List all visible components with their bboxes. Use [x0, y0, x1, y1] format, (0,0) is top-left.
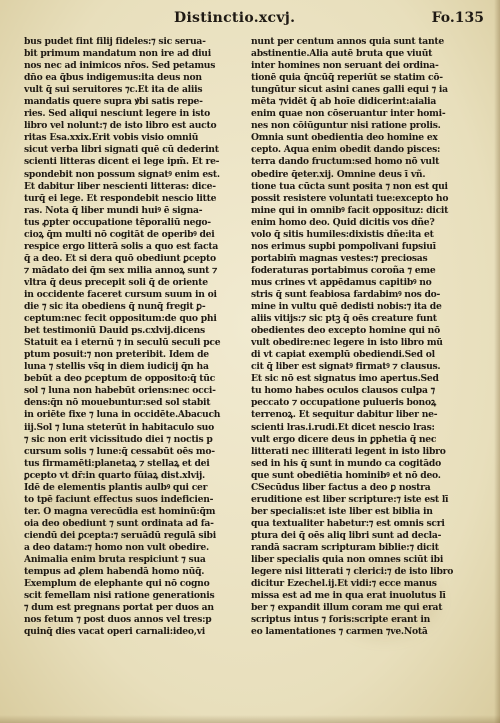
- text-line: sol ⁊ luna non habebūt oriens:nec occi-: [24, 385, 216, 397]
- text-line: die ⁊ sic ita obediens q̄ nunq̄ fregit ꝑ-: [24, 301, 206, 313]
- text-line: bet testimoniū Dauid ps.cxlvij.dicens: [24, 325, 205, 337]
- text-line: a deo datam:⁊ homo non vult obedire.: [24, 541, 209, 553]
- folio-number: Fo.135: [431, 10, 484, 26]
- text-line: cit q̄ liber est signatꝰ firmatꝰ ⁊ clausus.: [251, 361, 441, 373]
- text-line: ber specialis:et iste liber est biblia in: [251, 505, 433, 517]
- text-line: ptura dei q̄ oēs aliq libri sunt ad decla-: [251, 529, 442, 541]
- text-line: terrenoꝝ. Et sequitur dabitur liber ne-: [251, 409, 438, 421]
- text-line: vltra q̄ deus precepit soli q̄ de oriente: [24, 276, 208, 288]
- text-line: cioꝝ q̄m multi nō cogitāt de operibꝰ dei: [24, 228, 215, 240]
- scan-shadow-right: [494, 0, 500, 723]
- text-line: ⁊ dum est pregnans portat per duos an: [24, 602, 214, 614]
- text-line: tus ꝓpter occupatione tēporaliū nego-: [24, 216, 211, 228]
- text-line: ber ⁊ expandit illum coram me qui erat: [251, 602, 443, 614]
- text-line: nes non cōiūguntur nisi ratione prolis.: [251, 120, 441, 132]
- text-line: vult ergo dicere deus in ꝑphetia q̄ nec: [251, 433, 437, 445]
- text-line: enim homo deo. Quid dicitis vos dñe?: [251, 216, 435, 228]
- text-line: vult q̄ sui seruitores ⁊c.Et ita de aliis: [24, 84, 203, 96]
- text-line: Et sic nō est signatus imo apertus.Sed: [251, 373, 439, 385]
- text-line: tionē quia q̄ncūq̄ reperiūt se statim cō-: [251, 72, 443, 84]
- text-line: enim quae non cōseruantur inter homi-: [251, 108, 446, 120]
- text-line: aliis vitijs:⁊ sic ptꝫ q̄ oēs creature funt: [251, 313, 437, 325]
- text-line: nos nec ad inimicos nr̄os. Sed petamus: [24, 60, 216, 72]
- text-line: in oriēte fixe ⁊ luna in occidēte.Abacuch: [24, 409, 221, 421]
- text-line: nunt per centum annos quia sunt tante: [251, 36, 445, 47]
- text-line: ceptum:nec fecit oppositum:de quo phi: [24, 313, 217, 325]
- text-line: volo q̄ sitis humiles:dixistis dñe:ita et: [251, 228, 434, 240]
- text-line: di vt capiat exemplū obediendi.Sed ol: [251, 349, 435, 361]
- text-line: ritas Esa.xxix.Erit vobis visio omniū: [24, 132, 199, 144]
- text-line: luna ⁊ stellis vs̄q in diem iudicij q̄n ha: [24, 361, 209, 373]
- text-line: respice ergo litterā solis a quo est facta: [24, 240, 219, 252]
- text-line: ⁊ sic non erit vicissitudo diei ⁊ noctis p: [24, 433, 213, 445]
- text-line: legere nisi litterati ⁊ clerici:⁊ de isto libro: [251, 566, 454, 578]
- text-line: obedire q̄eter.xij. Omnine deus ī vñ.: [251, 168, 426, 180]
- text-line: mus crines vt appēdamus capitibꝰ no: [251, 276, 432, 288]
- text-line: bus pudet fint filij fideles:⁊ sic serua-: [24, 36, 206, 47]
- text-line: stris q̄ sunt feabiosa fardabimꝰ nos do-: [251, 288, 441, 300]
- text-line: tus firmamēti:planetaꝝ ⁊ stellaꝝ et dei: [24, 457, 210, 469]
- text-line: in occidente faceret cursum suum in oi: [24, 288, 217, 300]
- running-title: Distinctio.xcvj.: [174, 10, 296, 26]
- text-line: ptum posuit:⁊ non preteribit. Idem de: [24, 349, 209, 361]
- text-line: tione tua cūcta sunt posita ⁊ non est qui: [251, 180, 448, 192]
- text-line: nos fetum ⁊ post duos annos vel tres:p: [24, 614, 212, 626]
- text-line: Exemplum de elephante qui nō cogno: [24, 578, 210, 590]
- text-line: mine qui in omnibꝰ facit opposituz: dicit: [251, 204, 449, 216]
- text-line: iij.Sol ⁊ luna steterūt in habitaculo suo: [24, 421, 214, 433]
- text-line: mēta ⁊vidēt q̄ ab hoīe didicerint:aialia: [251, 96, 437, 108]
- text-line: randā sacram scripturam biblie:⁊ dicit: [251, 541, 439, 553]
- text-line: peccato ⁊ occupatione pulueris bonoꝝ: [251, 397, 436, 409]
- text-line: tempus ad ꝓlem habendā homo nūq̄.: [24, 566, 205, 578]
- text-line: cursum solis ⁊ lune:q̄ cessabūt oēs mo-: [24, 445, 215, 457]
- scan-shadow-bottom: [0, 715, 500, 723]
- text-line: nos erimus supbi pompolivani fupsiuī: [251, 240, 436, 252]
- text-line: inter homines non seruant dei ordina-: [251, 60, 439, 72]
- text-line: libro vel nolunt:⁊ de isto libro est aucto: [24, 120, 217, 132]
- text-line: sicut verba libri signati quē cū dederint: [24, 144, 219, 156]
- text-line: bit primum mandatum non ire ad diui: [24, 48, 211, 60]
- text-line: obedientes deo excepto homine qui nō: [251, 325, 440, 337]
- text-line: sed in his q̄ sunt in mundo ca cogitādo: [251, 457, 441, 469]
- text-line: spondebit non possum signatꝰ enim est.: [24, 168, 220, 180]
- text-line: ꝑcepto vt dr̄:in quarto fūiaꝝ dist.xlvij.: [24, 469, 205, 481]
- text-line: eruditione est liber scripture:⁊ iste est lī: [251, 493, 449, 505]
- text-line: cepto. Aqua enim obedit dando pisces:: [251, 144, 441, 156]
- text-line: tu homo habes oculos clausos culpa ⁊: [251, 385, 435, 397]
- text-line: vult obedire:nec legere in isto libro mū: [251, 337, 443, 349]
- text-line: portabim̄ magnas vestes:⁊ preciosas: [251, 252, 428, 264]
- text-line: que sunt obediētia hominibꝰ et nō deo.: [251, 469, 441, 481]
- text-line: quinq̄ dies vacat operi carnali:ideo,vi: [24, 626, 206, 638]
- text-line: ⁊ mādato dei q̄m sex milia annoꝝ sunt ⁊: [24, 264, 218, 276]
- text-line: dens:q̄n nō mouebuntur:sed sol stabit: [24, 397, 211, 409]
- text-line: tungūtur sicut asini canes galli equi ⁊ ia: [251, 84, 448, 96]
- text-line: turq̄ ei lege. Et respondebit nescio litte: [24, 192, 217, 204]
- text-line: q̄ a deo. Et si dera quō obediunt ꝑcepto: [24, 252, 216, 264]
- text-line: liber specialis quia non omnes sciūt ibi: [251, 554, 444, 566]
- text-line: dicitur Ezechel.ij.Et vidi:⁊ ecce manus: [251, 578, 437, 590]
- text-line: scit femellam nisi ratione generationis: [24, 590, 215, 602]
- text-line: Et dabitur liber nescienti litteras: dice-: [24, 180, 216, 192]
- text-line: mandatis quere supra ꝟbi satis repe-: [24, 96, 203, 108]
- text-line: possit resistere voluntati tue:excepto ho: [251, 192, 449, 204]
- text-line: litterati nec illiterati legent in isto libro: [251, 445, 446, 457]
- text-line: scienti lras.i.rudi.Et dicet nescio lras:: [251, 421, 435, 433]
- text-line: terra dando fructum:sed homo nō vult: [251, 156, 440, 168]
- text-line: missa est ad me in qua erat inuolutus lī: [251, 590, 446, 602]
- text-line: ras. Nota q̄ liber mundi huiꝰ ē signa-: [24, 204, 203, 216]
- text-line: dn̄o ea q̄bus indigemus:ita deus non: [24, 72, 202, 84]
- text-line: ries. Sed aliqui nesciunt legere in isto: [24, 108, 211, 120]
- text-line: ciendū dei ꝑcepta:⁊ seruādū regulā sibi: [24, 529, 216, 541]
- text-line: oia deo obediunt ⁊ sunt ordinata ad fa-: [24, 517, 214, 529]
- text-line: Idē de elementis plantis aulbꝰ qui cer: [24, 481, 208, 493]
- text-line: mine in vultu quē dedisti nobis:⁊ ita de: [251, 301, 442, 313]
- text-line: Animalia enim bruta respiciunt ⁊ sua: [24, 554, 206, 566]
- text-line: scienti litteras dicent ei lege ipm̄. Et re-: [24, 156, 220, 168]
- text-line: abstinentie.Alia autē bruta que viuūt: [251, 48, 433, 60]
- text-line: eo lamentationes ⁊ carmen ⁊ve.Notā: [251, 626, 428, 638]
- text-line: Statuit ea i eternū ⁊ in seculū seculi pce: [24, 337, 221, 349]
- text-line: CSecūdus liber factus a deo ꝑ nostra: [251, 481, 431, 493]
- text-line: foderaturas portabimus coroña ⁊ eme: [251, 264, 436, 276]
- text-line: bebūt a deo ꝑceptum de opposito:q̄ tūc: [24, 373, 215, 385]
- page-header: [0, 10, 500, 34]
- text-line: scriptus intus ⁊ foris:scripte erant in: [251, 614, 431, 626]
- text-column-left: [24, 36, 250, 638]
- text-line: Omnia sunt obedientia deo homine ex: [251, 132, 438, 144]
- text-column-right: [251, 36, 477, 638]
- text-line: ter. O magna verecūdia est hominū:q̄m: [24, 505, 216, 517]
- text-line: to tpē faciunt effectus suos indeficien-: [24, 493, 214, 505]
- text-line: qua textualiter habetur:⁊ est omnis scri: [251, 517, 445, 529]
